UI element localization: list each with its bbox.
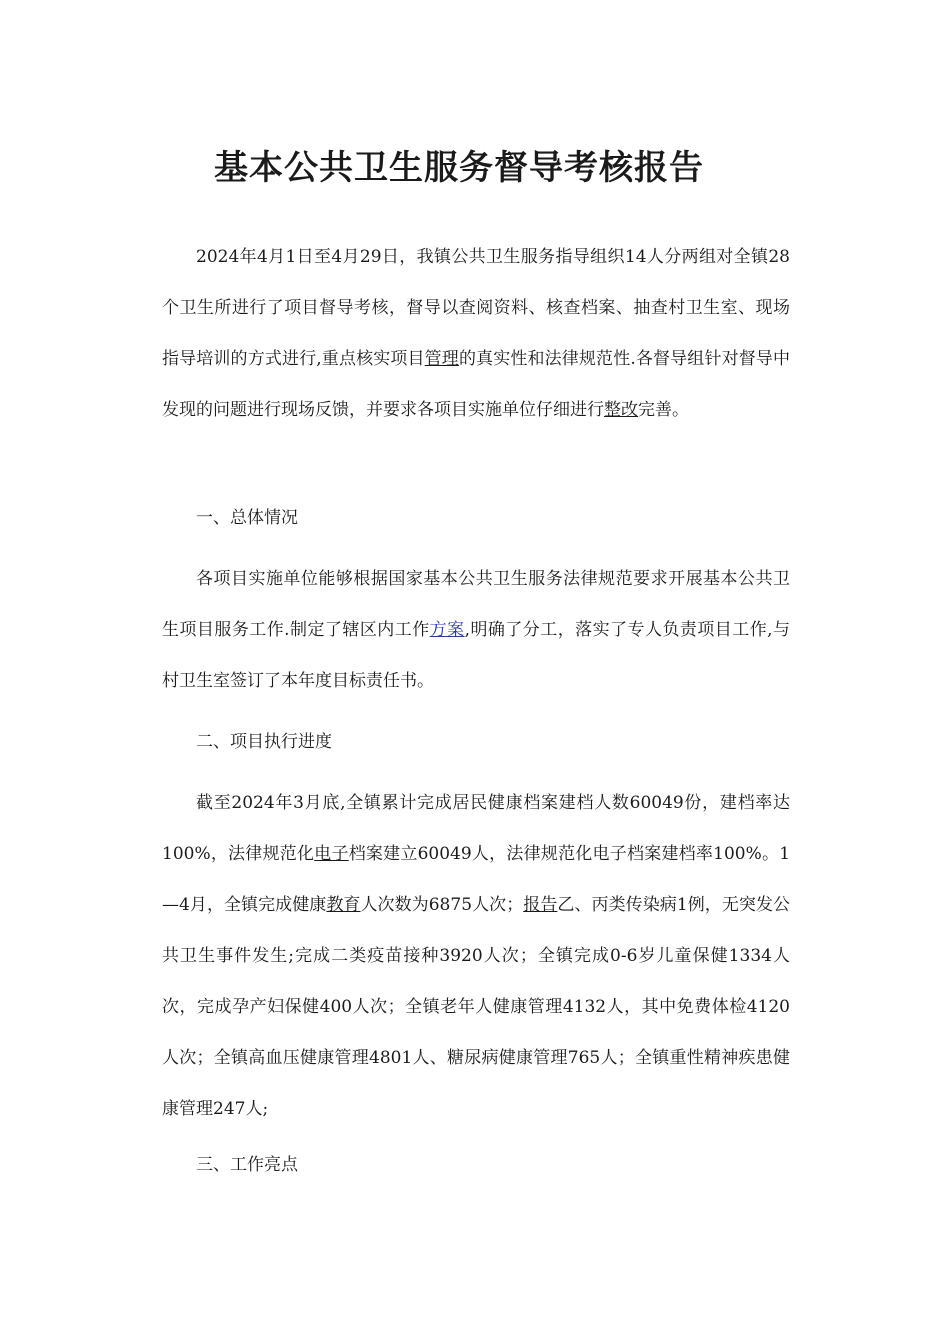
paragraph-text: 乙、丙类传染病1例，无突发公共卫生事件发生;完成二类疫苗接种3920人次；全镇完成0-6岁儿童保健1334人次，完成孕产妇保健400人次；全镇老年人健康管理4132人，其中免费体检4120人次；全镇高血压健康管理4801人、糖尿病健康管理765人；全镇重性精神疾患健康管理247人; — [162, 895, 791, 1119]
underlined-term-report: 报告 — [523, 895, 558, 915]
paragraph-progress — [162, 778, 790, 1135]
paragraph-overview — [162, 554, 790, 707]
section-heading-2: 二、项目执行进度 — [196, 732, 332, 752]
paragraph-text: 人次数为6875人次； — [360, 895, 524, 915]
paragraph-text: 完善。 — [638, 400, 689, 420]
underlined-term-electronic: 电子 — [314, 844, 349, 864]
paragraph-intro — [162, 232, 790, 436]
link-plan[interactable]: 方案 — [429, 620, 465, 640]
paragraph-text: 各项目实施单位能够根据国家基本公共卫生服务法律规范要求开展基本公共卫生项目服务工作.制定了辖区内工作 — [162, 569, 790, 640]
section-heading-1: 一、总体情况 — [196, 508, 298, 528]
paragraph-text: 档案建立60049人，法律规范化电子档案建档率100%。1—4月，全镇完成健康 — [162, 844, 791, 915]
underlined-term-education: 教育 — [326, 895, 361, 915]
underlined-term-management: 管理 — [424, 349, 459, 369]
section-heading-3: 三、工作亮点 — [196, 1155, 298, 1175]
paragraph-text: 截至2024年3月底,全镇累计完成居民健康档案建档人数60049份，建档率达100%，法律规范化 — [162, 793, 790, 864]
paragraph-text: ,明确了分工，落实了专人负责项目工作,与村卫生室签订了本年度目标责任书。 — [162, 620, 791, 691]
paragraph-text: 2024年4月1日至4月29日，我镇公共卫生服务指导组织14人分两组对全镇28个卫生所进行了项目督导考核，督导以查阅资料、核查档案、抽查村卫生室、现场指导培训的方式进行,重点核实项目 — [162, 247, 790, 369]
document-title: 基本公共卫生服务督导考核报告 — [214, 148, 704, 188]
underlined-term-rectification: 整改 — [604, 400, 638, 420]
paragraph-text: 的真实性和法律规范性.各督导组针对督导中发现的问题进行现场反馈，并要求各项目实施单位仔细进行 — [162, 349, 791, 420]
